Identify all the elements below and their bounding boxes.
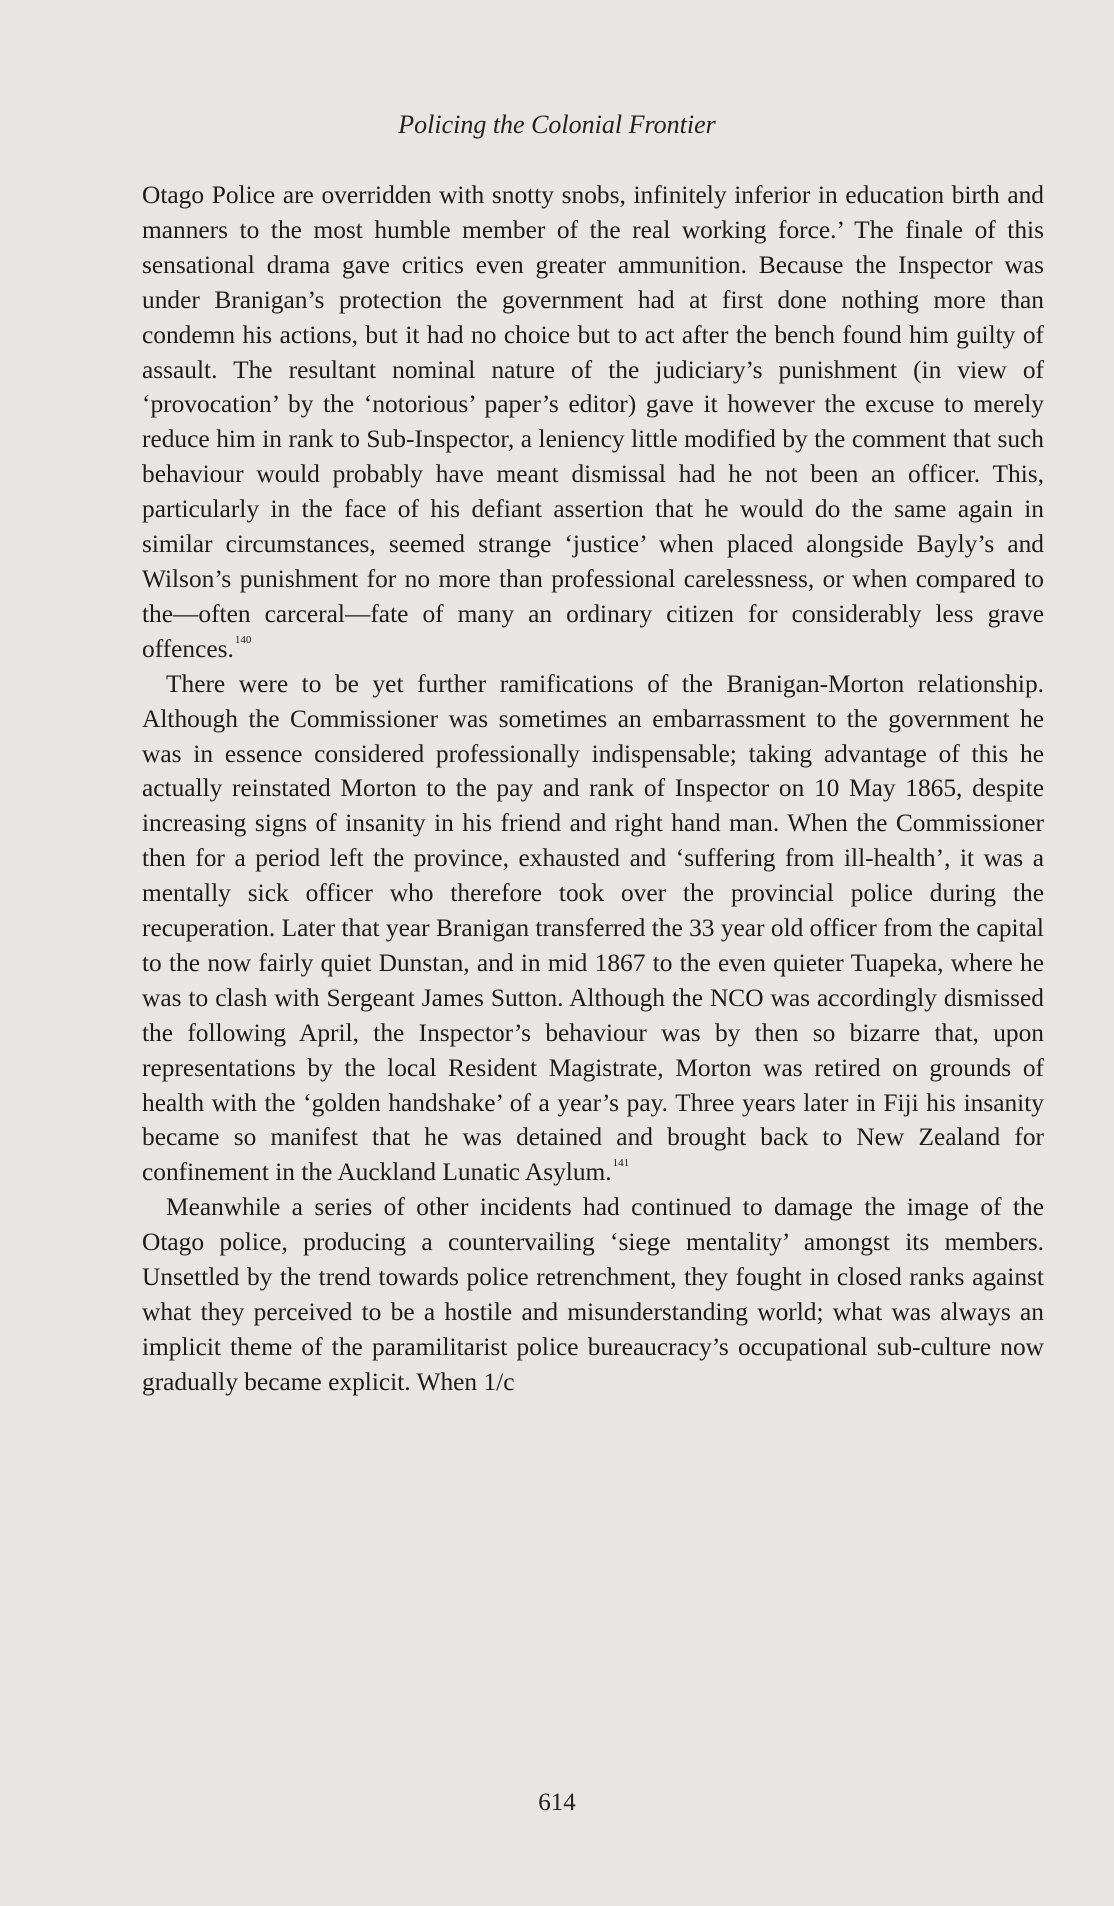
paragraph-text: Otago Police are overridden with snotty snobs, infinitely inferior in education birth and manners to the most humble member of the real working force.’ The finale of this sensational drama gave critics even greater ammunition. Because the Inspector was under Branigan’s protection the government had at first done nothing more than condemn his actions, but it had no choice but to act after the bench found him guilty of assault. The resultant nominal nature of the judiciary’s punishment (in view of ‘provocation’ by the ‘notorious’ paper’s editor) gave it however the excuse to merely reduce him in rank to Sub-Inspector, a leniency little modified by the comment that such behaviour would probably have meant dismissal had he not been an officer. This, particularly in the face of his defiant assertion that he would do the same again in similar circumstances, seemed strange ‘justice’ when placed alongside Bayly’s and Wilson’s punishment for no more than professional carelessness, or when compared to the—often carceral—fate of many an ordinary citizen for considerably less grave offences. [142,181,1044,663]
paragraph-text: There were to be yet further ramifications of the Branigan-Morton relationship. Although the Commissioner was sometimes an embarrassment to the government he was in essence considered professionally indispensable; taking advantage of this he actually reinstated Morton to the pay and rank of Inspector on 10 May 1865, despite increasing signs of insanity in his friend and right hand man. When the Commissioner then for a period left the province, exhausted and ‘suffering from ill-health’, it was a mentally sick officer who therefore took over the provincial police during the recuperation. Later that year Branigan transferred the 33 year old officer from the capital to the now fairly quiet Dunstan, and in mid 1867 to the even quieter Tuapeka, where he was to clash with Sergeant James Sutton. Although the NCO was accordingly dismissed the following April, the Inspector’s behaviour was by then so bizarre that, upon representations by the local Resident Magistrate, Morton was retired on grounds of health with the ‘golden handshake’ of a year’s pay. Three years later in Fiji his insanity became so manifest that he was detained and brought back to New Zealand for confinement in the Auckland Lunatic Asylum. [142,669,1044,1187]
paragraph [142,1190,1044,1399]
footnote-ref: 140 [234,633,252,646]
paragraph [142,667,1044,1191]
paragraph-text: Meanwhile a series of other incidents had continued to damage the image of the Otago police, producing a countervailing ‘siege mentality’ amongst its members. Unsettled by the trend towards police retrenchment, they fought in closed ranks against what they perceived to be a hostile and misunderstanding world; what was always an implicit theme of the paramilitarist police bureaucracy’s occupational sub-culture now gradually became explicit. When 1/c [142,1193,1044,1396]
footnote-ref: 141 [612,1157,630,1170]
running-title: Policing the Colonial Frontier [398,110,716,139]
paragraph [142,178,1044,667]
body-text [142,178,1044,1400]
page-number: 614 [538,1789,576,1816]
